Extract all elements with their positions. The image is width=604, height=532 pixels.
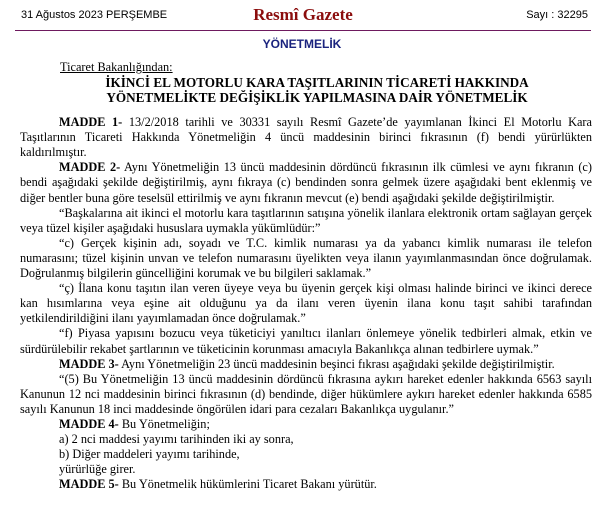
section-heading: YÖNETMELİK — [262, 37, 342, 51]
article-2-quote-intro: “Başkalarına ait ikinci el motorlu kara taşıtlarının satışına yönelik ilanlara elektronik ortam sağlayan gerçek veya tüzel kişiler aşağıdaki hususlara uymakla yükümlüdür:” — [20, 205, 592, 235]
article-2-quote-c: “c) Gerçek kişinin adı, soyadı ve T.C. kimlik numarası ya da yabancı kimlik numarası ile telefon numarasını; tüzel kişinin unvan ve telefon numarasını üyelikten veya ilanın yayımlanmasından önce doğrulamak. Doğrulanmış bilgilerin güncelliğini korumak ve bu bilgileri saklamak.” — [20, 235, 592, 281]
article-4-item-a: a) 2 nci maddesi yayımı tarihinden iki ay sonra, — [59, 432, 294, 447]
article-2-text: Aynı Yönetmeliğin 13 üncü maddesinin dördüncü fıkrasının ilk cümlesi ve aynı fıkranın (c) bendi aşağıdaki şekilde değiştirilmiş, aynı fıkraya (c) bendinden sonra gelmek üzere aşağıdaki bent eklenmiş ve diğer bentler buna göre teselsül ettirilmiş ve aynı fıkranın mevcut (e) bendi aşağıdaki şekilde değiştirilmiştir. — [20, 160, 592, 205]
article-3-quote: “(5) Bu Yönetmeliğin 13 üncü maddesinin dördüncü fıkrasına aykırı hareket edenler hakkında 6563 sayılı Kanunun 12 nci maddesinin birinci fıkrasının (d) bendinde, diğer hükümlere aykırı hareket edenler hakkında 6585 sayılı Kanunun 18 inci maddesinde öngörülen idari para cezaları Bakanlıkça uygulanır.” — [20, 371, 592, 416]
article-5 — [59, 477, 592, 492]
publication-date: 31 Ağustos 2023 PERŞEMBE — [21, 9, 168, 21]
article-4 — [59, 417, 592, 432]
article-1 — [20, 115, 592, 160]
article-1-label: MADDE 1- — [59, 115, 123, 130]
issue-number: Sayı : 32295 — [526, 9, 588, 21]
article-5-label: MADDE 5- — [59, 477, 119, 492]
article-5-text: Bu Yönetmelik hükümlerini Ticaret Bakanı yürütür. — [118, 477, 377, 492]
article-4-closing: yürürlüğe girer. — [59, 462, 136, 477]
article-3-text: Aynı Yönetmeliğin 23 üncü maddesinin beşinci fıkrası aşağıdaki şekilde değiştirilmiştir. — [118, 356, 555, 371]
article-4-label: MADDE 4- — [59, 416, 119, 431]
article-2-quote-cc: “ç) İlana konu taşıtın ilan veren üyeye veya bu üyenin gerçek kişi olması halinde birinci ve ikinci derece kan hısımlarına veya eşine ait olduğunu ya da ilanı veren üyenin ilana konu taşıt sahibi tarafından yetkilendirildiğini ilanı yayımlamadan önce doğrulamak.” — [20, 281, 592, 326]
article-1-text: 13/2/2018 tarihli ve 30331 sayılı Resmî Gazete’de yayımlanan İkinci El Motorlu Kara Taşıtlarının Ticareti Hakkında Yönetmeliğin 4 üncü maddesinin birinci fıkrasının (f) bendi yürürlükten kaldırılmıştır. — [20, 115, 592, 160]
article-4-text: Bu Yönetmeliğin; — [118, 416, 210, 431]
article-2-label: MADDE 2- — [59, 160, 121, 175]
ministry-name: Ticaret Bakanlığından: — [60, 60, 173, 74]
article-3 — [20, 357, 592, 372]
regulation-title-line-1: İKİNCİ EL MOTORLU KARA TAŞITLARININ TİCARETİ HAKKINDA — [105, 75, 529, 91]
article-2-quote-f: “f) Piyasa yapısını bozucu veya tüketiciyi yanıltıcı ilanları önlemeye yönelik tedbirleri almak, etkin ve sürdürülebilir rekabet şartlarının ve tüketicinin korunması amacıyla Bakanlıkça alınan tedbirlere uymak.” — [20, 326, 592, 356]
gazette-title: Resmî Gazete — [253, 5, 353, 24]
article-3-label: MADDE 3- — [59, 356, 119, 371]
regulation-title-line-2: YÖNETMELİKTE DEĞİŞİKLİK YAPILMASINA DAİR YÖNETMELİK — [106, 90, 528, 106]
gazette-header — [15, 0, 591, 31]
document-body — [20, 60, 592, 492]
article-2 — [20, 160, 592, 205]
article-4-item-b: b) Diğer maddeleri yayımı tarihinde, — [59, 447, 240, 462]
